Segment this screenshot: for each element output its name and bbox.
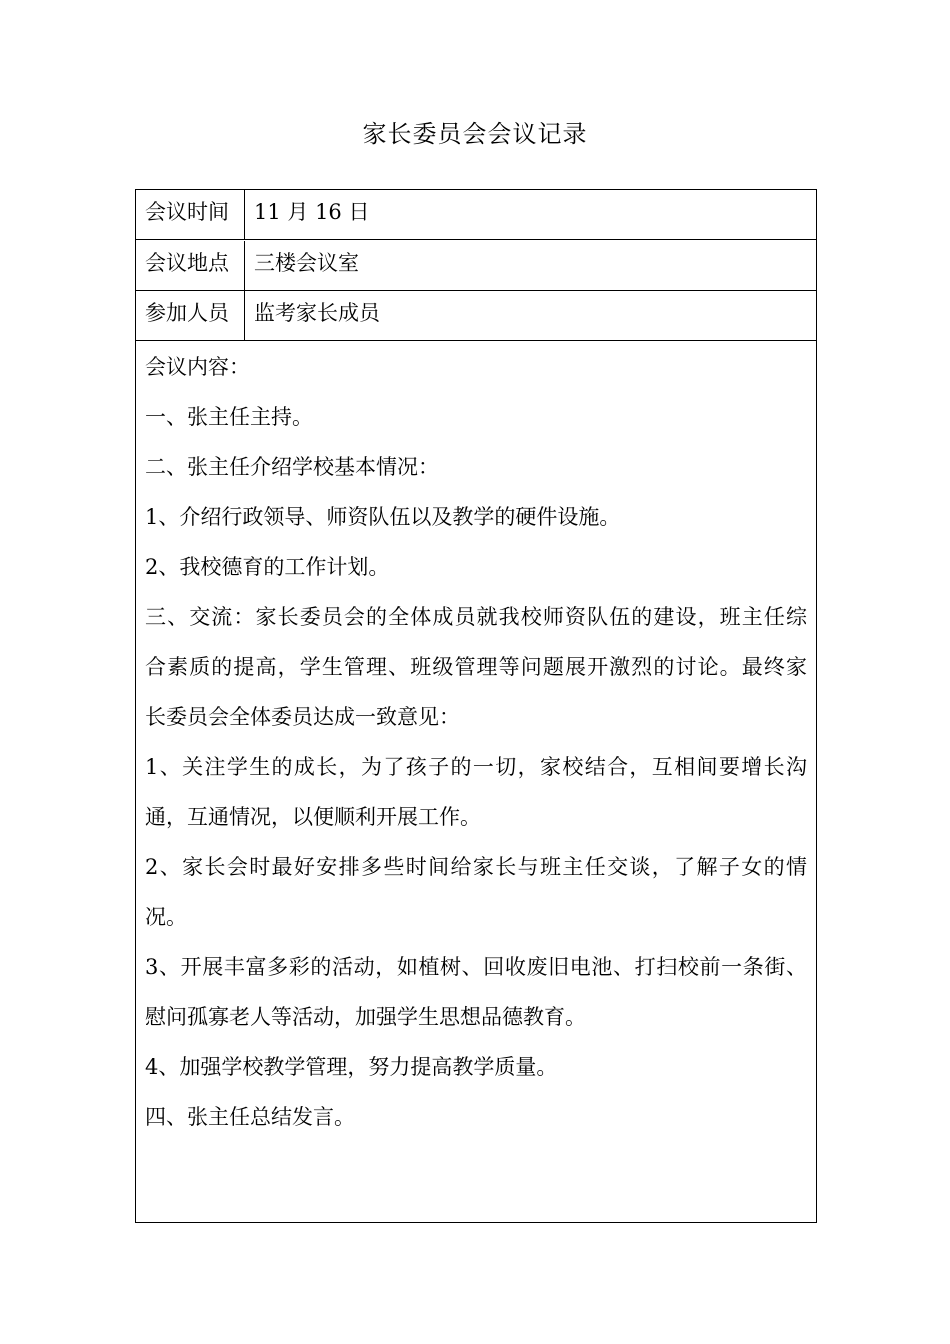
content-line: 1、介绍行政领导、师资队伍以及教学的硬件设施。 bbox=[145, 505, 621, 529]
meeting-content bbox=[136, 342, 816, 1142]
meeting-place-label: 会议地点 bbox=[136, 241, 245, 290]
attendees-row bbox=[136, 291, 816, 341]
meeting-time-row bbox=[136, 190, 816, 240]
content-line: 3、开展丰富多彩的活动，如植树、回收废旧电池、打扫校前一条街、 bbox=[145, 955, 807, 979]
content-line: 合素质的提高，学生管理、班级管理等问题展开激烈的讨论。最终家 bbox=[145, 655, 807, 679]
attendees-value: 监考家长成员 bbox=[254, 301, 380, 325]
content-line: 慰问孤寡老人等活动，加强学生思想品德教育。 bbox=[145, 1005, 586, 1029]
meeting-place-value: 三楼会议室 bbox=[254, 251, 359, 275]
content-line: 2、我校德育的工作计划。 bbox=[145, 555, 390, 579]
content-line: 4、加强学校教学管理，努力提高教学质量。 bbox=[145, 1055, 558, 1079]
meeting-time-value: 11 月 16 日 bbox=[254, 200, 370, 224]
meeting-time-label: 会议时间 bbox=[136, 190, 245, 239]
content-line: 一、张主任主持。 bbox=[145, 405, 313, 429]
attendees-label: 参加人员 bbox=[136, 291, 245, 340]
content-line: 通，互通情况，以便顺利开展工作。 bbox=[145, 805, 481, 829]
content-line: 二、张主任介绍学校基本情况： bbox=[145, 455, 439, 479]
content-line: 2、家长会时最好安排多些时间给家长与班主任交谈，了解子女的情 bbox=[145, 855, 807, 879]
meeting-record-table bbox=[135, 189, 817, 1223]
content-line: 四、张主任总结发言。 bbox=[145, 1105, 355, 1129]
meeting-place-row bbox=[136, 241, 816, 291]
content-line: 况。 bbox=[145, 905, 187, 929]
content-heading: 会议内容： bbox=[145, 355, 250, 379]
content-line: 三、交流：家长委员会的全体成员就我校师资队伍的建设，班主任综 bbox=[145, 605, 807, 629]
content-line: 长委员会全体委员达成一致意见： bbox=[145, 705, 460, 729]
content-line: 1、关注学生的成长，为了孩子的一切，家校结合，互相间要增长沟 bbox=[145, 755, 807, 779]
document-title: 家长委员会会议记录 bbox=[362, 120, 588, 148]
